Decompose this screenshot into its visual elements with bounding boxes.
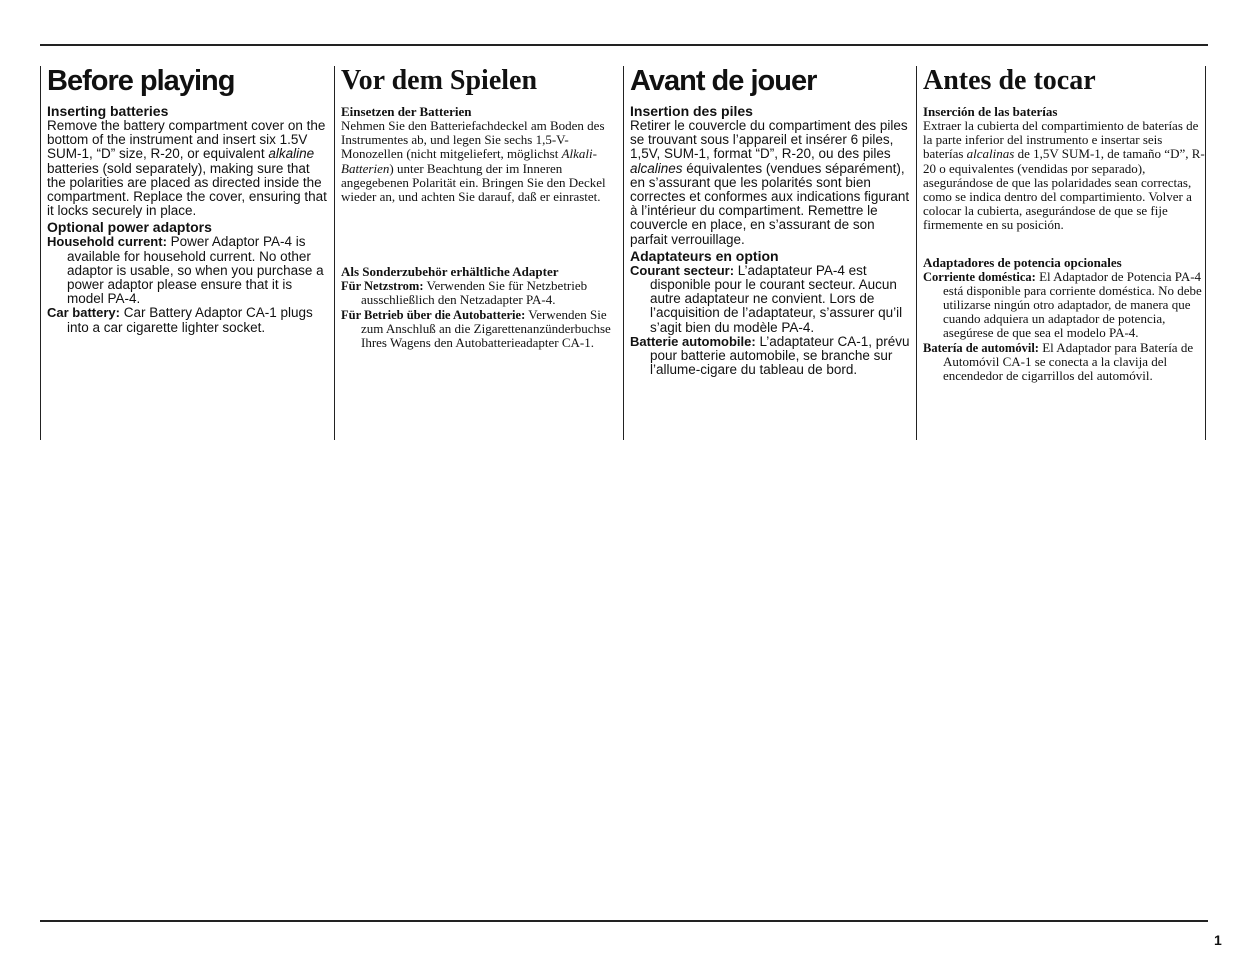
- item-bateria-de-automovil: Batería de automóvil: El Adaptador para Batería de Automóvil CA-1 se conecta a la clavija del encendedor de cigarrillos del automóvil.: [923, 339, 1194, 384]
- paragraph-inserting-batteries: Remove the battery compartment cover on the bottom of the instrument and insert six 1.5V SUM-1, “D” size, R-20, or equivalent alkaline batteries (sold separately), making sure that the polarities are placed as directed inside the compartment. Replace the cover, ensuring that it locks securely in place.: [47, 118, 327, 219]
- heading-adaptadores-de-potencia: Adaptadores de potencia opcionales: [923, 254, 1122, 270]
- heading-sonderzubehoer-adapter: Als Sonderzubehör erhältliche Adapter: [341, 264, 559, 280]
- item-batterie-automobile: Batterie automobile: L’adaptateur CA-1, prévu pour batterie automobile, se branche sur l’allume-cigare du tableau de bord.: [630, 333, 910, 378]
- heading-inserting-batteries: Inserting batteries: [47, 103, 169, 119]
- section-title-english: Before playing: [47, 66, 235, 97]
- section-title-spanish: Antes de tocar: [923, 66, 1096, 96]
- heading-einsetzen-der-batterien: Einsetzen der Batterien: [341, 104, 472, 119]
- heading-insertion-des-piles: Insertion des piles: [630, 103, 753, 119]
- heading-insercion-de-las-baterias: Inserción de las baterías: [923, 104, 1058, 119]
- paragraph-insertion-des-piles: Retirer le couvercle du compartiment des piles se trouvant sous l’appareil et insérer 6 piles, 1,5V, SUM-1, format “D”, R-20, ou des piles alcalines équivalentes (vendues séparément), en s’assurant que les polarités sont bien correctes et conformes aux indications figurant à l’intérieur du compartiment. Remettre le couvercle en place, en s’assurant de son parfait verrouillage.: [630, 118, 910, 247]
- column-french: [623, 66, 915, 440]
- heading-optional-power-adaptors: Optional power adaptors: [47, 219, 212, 236]
- item-corriente-domestica: Corriente doméstica: El Adaptador de Potencia PA-4 está disponible para corriente doméstica. No debe utilizarse ningún otro adaptador, de manera que cuando adquiera un adaptador de potencia, asegúrese de que sea el modelo PA-4.: [923, 268, 1202, 341]
- top-rule: [40, 44, 1208, 46]
- column-german: [334, 66, 620, 440]
- column-spanish: [916, 66, 1206, 440]
- section-title-french: Avant de jouer: [630, 66, 817, 97]
- item-netzstrom: Für Netzstrom: Verwenden Sie für Netzbetrieb ausschließlich den Netzadapter PA-4.: [341, 278, 588, 308]
- item-autobatterie: Für Betrieb über die Autobatterie: Verwenden Sie zum Anschluß an die Zigarettenanzünderbuchse Ihres Wagens den Autobatterieadapter CA-1.: [341, 306, 611, 351]
- item-car-battery: Car battery: Car Battery Adaptor CA-1 plugs into a car cigarette lighter socket.: [47, 305, 313, 335]
- paragraph-einsetzen-der-batterien: Nehmen Sie den Batteriefachdeckel am Boden des Instrumentes ab, und legen Sie sechs 1,5-V-Monozellen (nicht mitgeliefert, möglichst Alkali-Batterien) unter Beachtung der im Inneren angegebenen Polarität ein. Bringen Sie den Deckel wieder an, und achten Sie darauf, daß er einrastet.: [341, 118, 606, 205]
- paragraph-insercion-de-las-baterias: Extraer la cubierta del compartimiento de baterías de la parte inferior del instrumento e insertar seis baterías alcalinas de 1,5V SUM-1, de tamaño “D”, R-20 o equivalentes (vendidas por separado), asegurándose de que las polaridades sean correctas, como se indica dentro del compartimiento. Volver a colocar la cubierta, asegurándose de que se fije firmemente en su posición.: [923, 118, 1205, 233]
- page-number: 1: [1214, 932, 1222, 948]
- column-english: [40, 66, 332, 440]
- heading-adaptateurs-en-option: Adaptateurs en option: [630, 247, 779, 264]
- item-courant-secteur: Courant secteur: L’adaptateur PA-4 est disponible pour le courant secteur. Aucun autre adaptateur ne convient. Lors de l’acquisition de l’adaptateur, s’assurer qu’il s’agit bien du modèle PA-4.: [630, 262, 903, 335]
- bottom-rule: [40, 920, 1208, 922]
- item-household-current: Household current: Power Adaptor PA-4 is available for household current. No other adaptor is usable, so when you purchase a power adaptor please ensure that it is model PA-4.: [47, 234, 324, 307]
- section-title-german: Vor dem Spielen: [341, 66, 538, 96]
